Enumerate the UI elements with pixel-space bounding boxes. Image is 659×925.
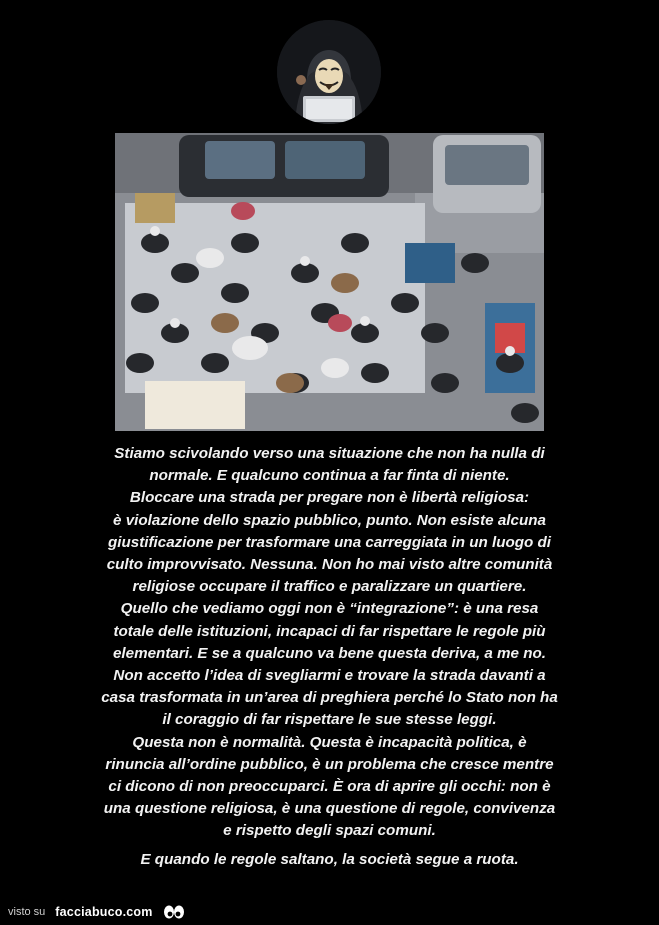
avatar: [277, 20, 381, 124]
post-line: rinuncia all’ordine pubblico, è un problema che cresce mentre: [105, 755, 554, 773]
footer: [8, 902, 185, 922]
post-line: ci dicono di non preoccuparci. È ora di aprire gli occhi: non è: [108, 778, 551, 796]
eyes-icon: [163, 904, 185, 920]
post-line: e rispetto degli spazi comuni.: [223, 822, 436, 840]
post-line: è violazione dello spazio pubblico, punto. Non esiste alcuna: [113, 511, 546, 529]
street-prayer-image: [115, 133, 544, 431]
post-line: totale delle istituzioni, incapaci di far rispettare le regole più: [113, 622, 546, 640]
post-line: Stiamo scivolando verso una situazione che non ha nulla di: [114, 445, 545, 462]
post-line: casa trasformata in un’area di preghiera perché lo Stato non ha: [101, 689, 558, 707]
post-line: Non accetto l’idea di svegliarmi e trovare la strada davanti a: [113, 667, 546, 685]
masked-hacker-icon: [277, 20, 381, 124]
post-line: Questa non è normalità. Questa è incapacità politica, è: [132, 733, 527, 751]
site-link[interactable]: facciabuco.com: [55, 905, 153, 919]
post-line: normale. E qualcuno continua a far finta di niente.: [149, 467, 510, 485]
street-prayer-photo: [115, 133, 544, 431]
post-line: una questione religiosa, è una questione di regole, convivenza: [103, 800, 556, 818]
post-line: il coraggio di far rispettare le sue stesse leggi.: [162, 711, 497, 729]
post-line: culto improvvisato. Nessuna. Non ho mai visto altre comunità: [106, 556, 553, 574]
post-line: Bloccare una strada per pregare non è libertà religiosa:: [129, 489, 530, 507]
visto-su-label: visto su: [8, 906, 46, 918]
post-line: religiose occupare il traffico e paralizzare un quartiere.: [132, 578, 527, 596]
post-line: giustificazione per trasformare una carreggiata in un luogo di: [107, 533, 552, 551]
post-closing: E quando le regole saltano, la società segue a ruota.: [140, 850, 519, 868]
post-line: elementari. E se a qualcuno va bene questa deriva, a me no.: [112, 644, 546, 662]
post-text: [40, 443, 619, 871]
post-line: Quello che vediamo oggi non è “integrazione”: è una resa: [120, 600, 539, 618]
